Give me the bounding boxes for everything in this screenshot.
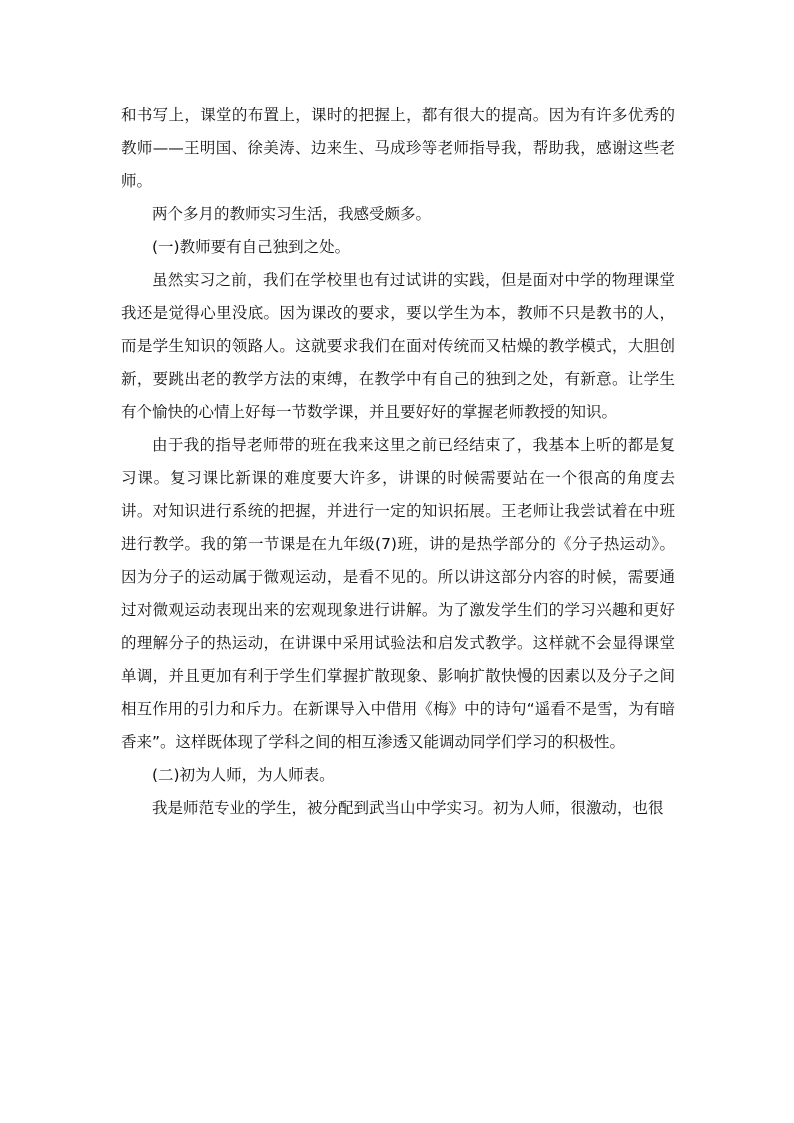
document-body bbox=[121, 99, 675, 825]
paragraph-first-lesson: 由于我的指导老师带的班在我来这里之前已经结束了，我基本上听的都是复习课。复习课比新课的难度要大许多，讲课的时候需要站在一个很高的角度去讲。对知识进行系统的把握，并进行一定的知识拓展。王老师让我尝试着在中班进行教学。我的第一节课是在九年级(7)班，讲的是热学部分的《分子热运动》。因为分子的运动属于微观运动，是看不见的。所以讲这部分内容的时候，需要通过对微观运动表现出来的宏观现象进行讲解。为了激发学生们的学习兴趣和更好的理解分子的热运动，在讲课中采用试验法和启发式教学。这样就不会显得课堂单调，并且更加有利于学生们掌握扩散现象、影响扩散快慢的因素以及分子之间相互作用的引力和斥力。在新课导入中借用《梅》中的诗句“遥看不是雪，为有暗香来”。这样既体现了学科之间的相互渗透又能调动同学们学习的积极性。 bbox=[121, 436, 675, 751]
paragraph-normal-school: 我是师范专业的学生，被分配到武当山中学实习。初为人师，很激动，也很 bbox=[152, 799, 664, 817]
paragraph-intro: 两个多月的教师实习生活，我感受颇多。 bbox=[152, 205, 432, 223]
section-heading-1: (一)教师要有自己独到之处。 bbox=[152, 238, 351, 256]
paragraph-innovation: 虽然实习之前，我们在学校里也有过试讲的实践，但是面对中学的物理课堂我还是觉得心里没底。因为课改的要求，要以学生为本，教师不只是教书的人，而是学生知识的领路人。这就要求我们在面对传统而又枯燥的教学模式，大胆创新，要跳出老的教学方法的束缚，在教学中有自己的独到之处，有新意。让学生有个愉快的心情上好每一节数学课，并且要好好的掌握老师教授的知识。 bbox=[121, 271, 675, 421]
section-heading-2: (二)初为人师，为人师表。 bbox=[152, 766, 335, 784]
paragraph-continuation: 和书写上，课堂的布置上，课时的把握上，都有很大的提高。因为有许多优秀的教师——王明国、徐美涛、边来生、马成珍等老师指导我，帮助我，感谢这些老师。 bbox=[121, 106, 675, 190]
